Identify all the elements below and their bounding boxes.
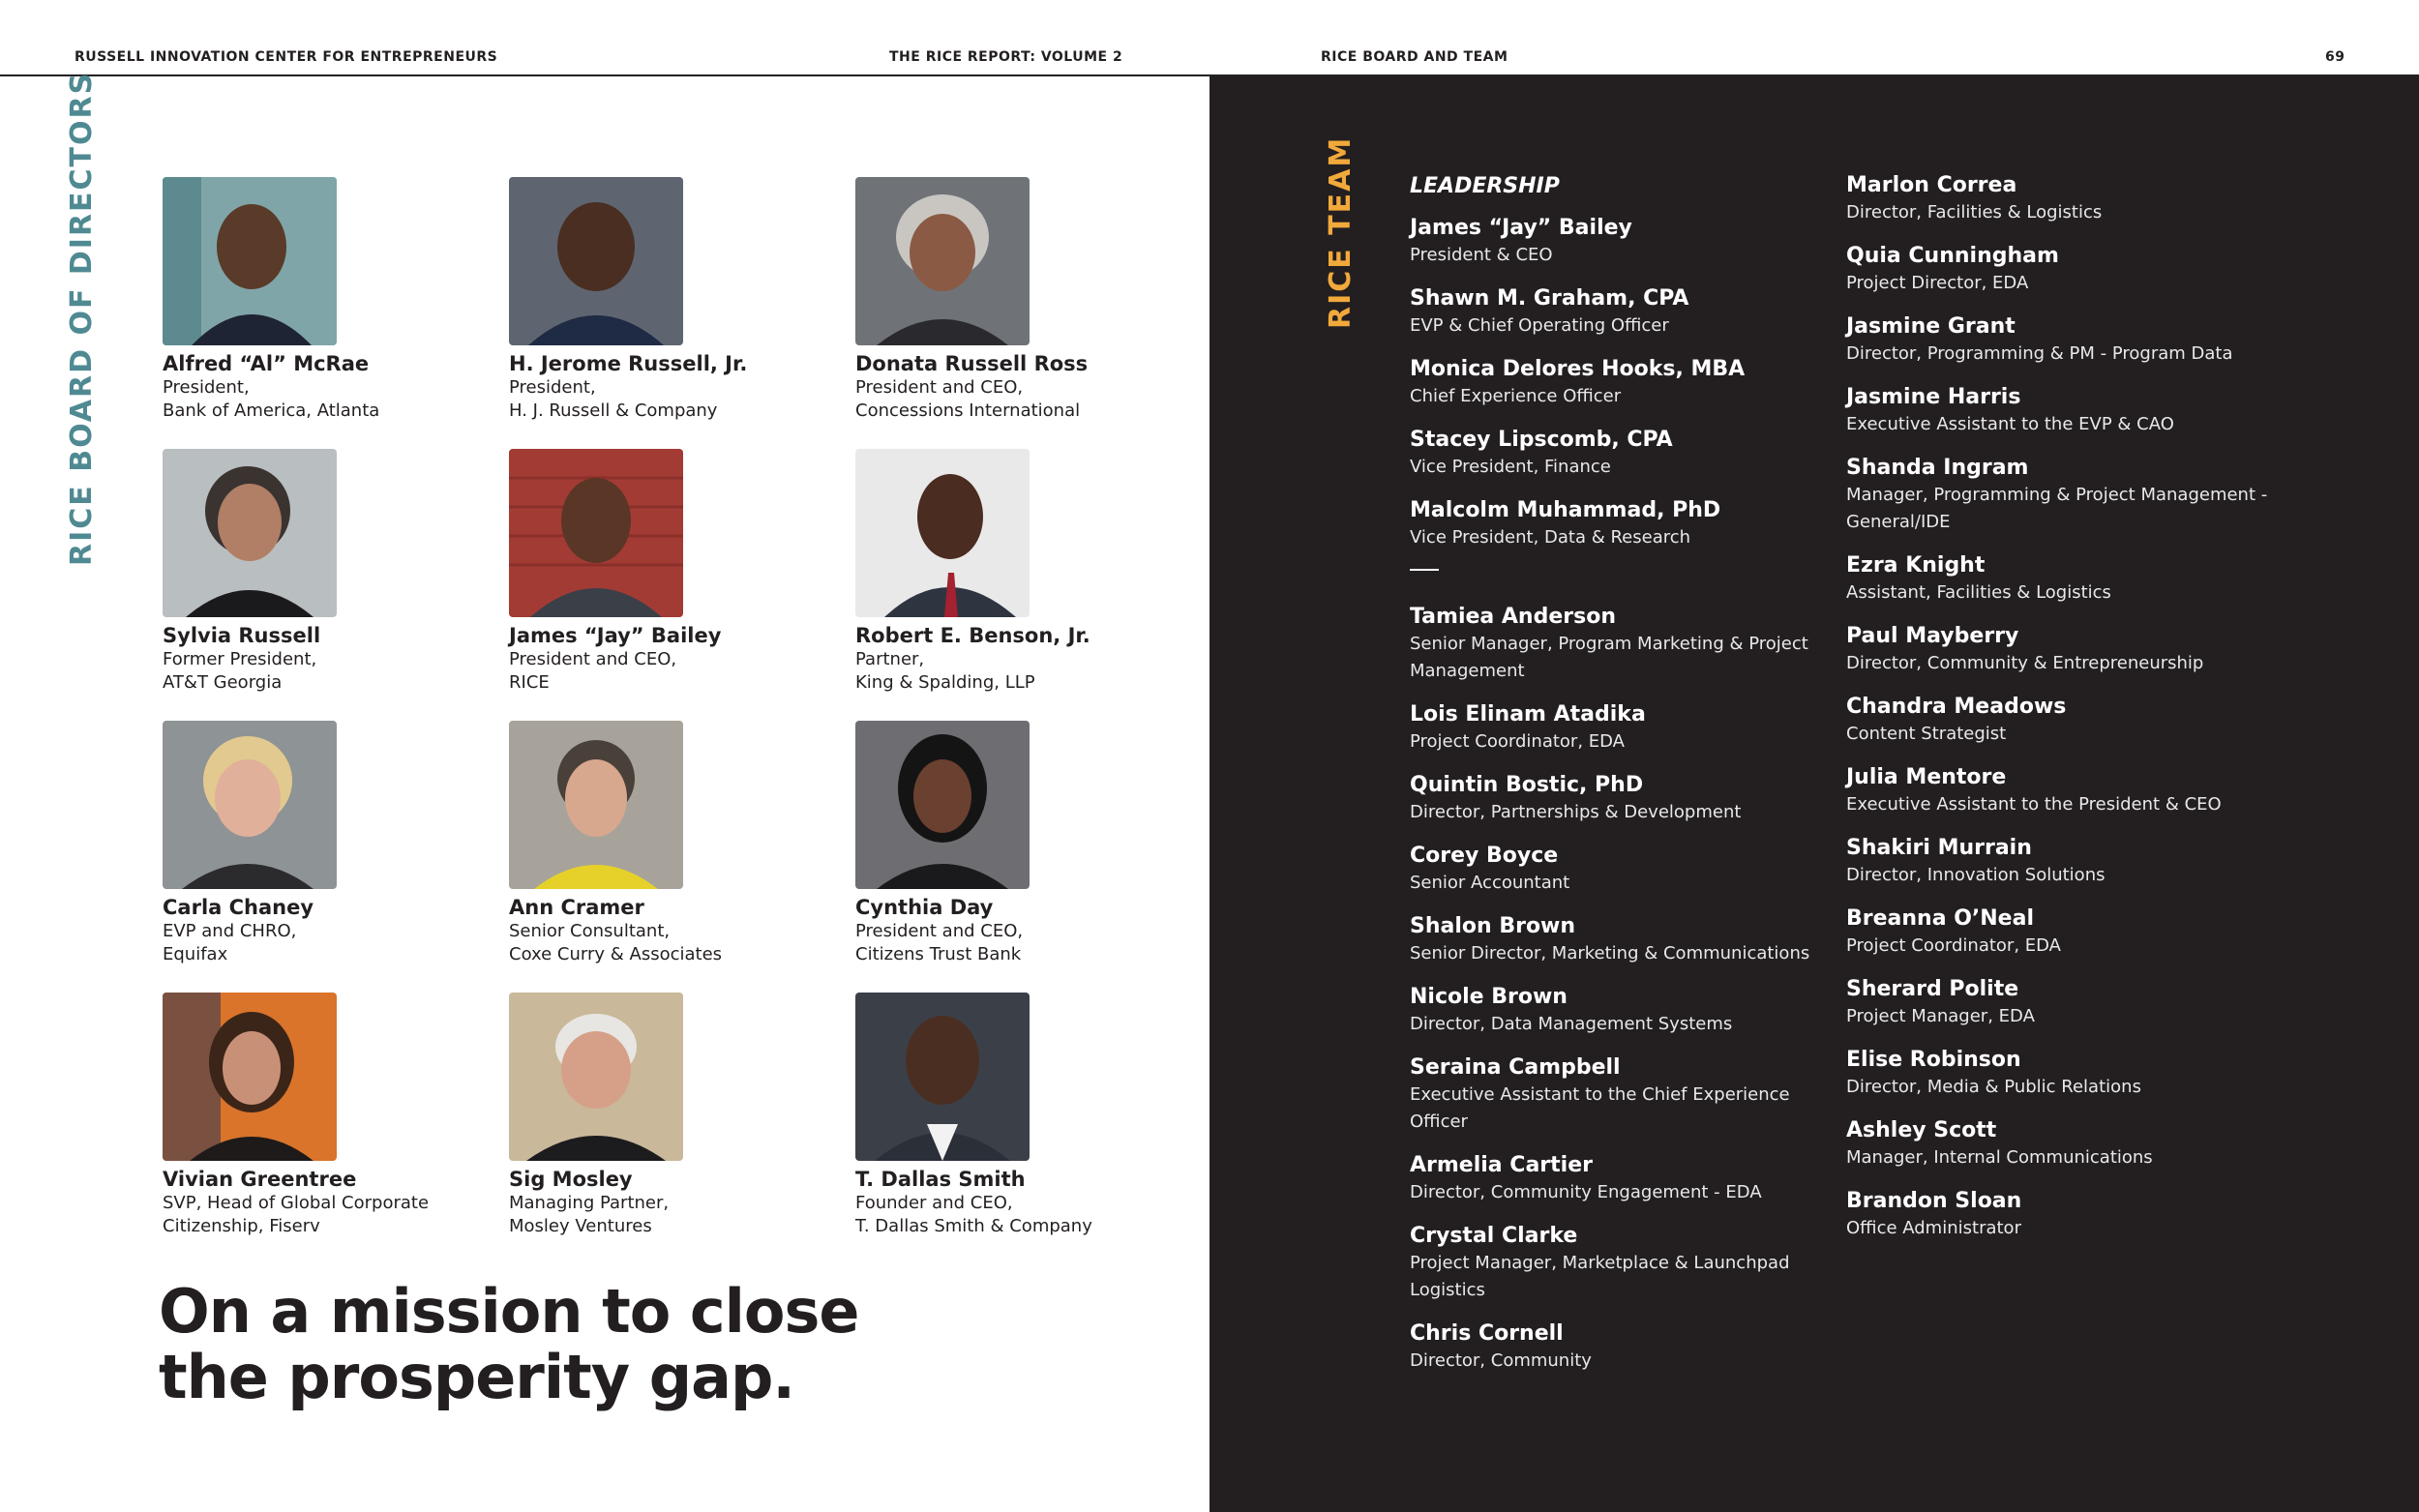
team-member-name: Lois Elinam Atadika (1410, 702, 1646, 726)
portrait-photo (163, 449, 337, 617)
team-member (1410, 285, 1836, 340)
team-member-name: Ezra Knight (1846, 553, 1986, 578)
team-member-name: Quintin Bostic, PhD (1410, 773, 1644, 797)
team-member-role: Senior Manager, Program Marketing & Project Management (1410, 634, 1808, 681)
board-member-org: Bank of America, Atlanta (163, 400, 380, 421)
team-member (1410, 1054, 1836, 1136)
portrait-photo (509, 177, 683, 345)
board-member (163, 177, 482, 423)
team-member-role: Director, Media & Public Relations (1846, 1077, 2141, 1097)
board-member-org: King & Spalding, LLP (855, 672, 1035, 693)
portrait-photo (855, 993, 1030, 1161)
team-member (1846, 905, 2272, 960)
portrait-photo (855, 177, 1030, 345)
board-member-title: President, (509, 377, 596, 398)
team-member (1846, 172, 2272, 226)
team-member-role: Assistant, Facilities & Logistics (1846, 582, 2111, 603)
team-member-role: Chief Experience Officer (1410, 386, 1622, 406)
board-member-title: Former President, (163, 649, 317, 669)
team-member (1846, 243, 2272, 297)
team-member-role: President & CEO (1410, 245, 1553, 265)
board-member-title: Partner, (855, 649, 925, 669)
portrait-photo (855, 721, 1030, 889)
board-member-title: President and CEO, (855, 921, 1024, 941)
team-member-name: Malcolm Muhammad, PhD (1410, 498, 1721, 522)
team-member-role: Office Administrator (1846, 1218, 2021, 1238)
team-member-role: Content Strategist (1846, 724, 2007, 744)
team-member-role: Project Manager, EDA (1846, 1006, 2035, 1026)
team-member-role: Project Coordinator, EDA (1410, 731, 1625, 752)
board-member (855, 449, 1175, 695)
team-member-role: Director, Community (1410, 1350, 1592, 1371)
team-member-role: Director, Facilities & Logistics (1846, 202, 2103, 222)
page-header (0, 0, 2419, 76)
leadership-list (1410, 215, 1836, 551)
team-member (1410, 843, 1836, 897)
team-column-2 (1846, 172, 2272, 1259)
board-member-org: RICE (509, 672, 550, 693)
team-member (1410, 1152, 1836, 1206)
board-member-name: James “Jay” Bailey (509, 624, 722, 647)
board-member (509, 993, 828, 1238)
team-member-role: Senior Accountant (1410, 873, 1570, 893)
board-member (855, 993, 1175, 1238)
mission-tagline: On a mission to close the prosperity gap. (159, 1276, 859, 1412)
board-member (163, 993, 482, 1238)
team-member-name: Tamiea Anderson (1410, 605, 1616, 629)
leadership-label: LEADERSHIP (1410, 174, 1560, 198)
team-member (1846, 1047, 2272, 1101)
board-member-org: Citizenship, Fiserv (163, 1216, 320, 1236)
team-member-name: Crystal Clarke (1410, 1224, 1578, 1248)
board-member-title: President and CEO, (855, 377, 1024, 398)
portrait-photo (509, 993, 683, 1161)
board-member-title: Managing Partner, (509, 1193, 670, 1213)
board-member-org: Concessions International (855, 400, 1081, 421)
board-member-name: Ann Cramer (509, 896, 644, 919)
board-member (509, 177, 828, 423)
board-member (509, 449, 828, 695)
team-member-name: Paul Mayberry (1846, 624, 2019, 648)
team-member (1846, 1117, 2272, 1171)
team-member-name: Ashley Scott (1846, 1118, 1997, 1142)
board-member-name: Cynthia Day (855, 896, 994, 919)
team-member-name: Julia Mentore (1846, 765, 2007, 789)
page-number: 69 (2325, 49, 2345, 65)
board-member-org: Equifax (163, 944, 228, 964)
board-member-title: President and CEO, (509, 649, 677, 669)
staff-list-1 (1410, 604, 1836, 1375)
board-member (855, 177, 1175, 423)
board-member (855, 721, 1175, 966)
team-member-role: Director, Data Management Systems (1410, 1014, 1733, 1034)
team-member (1410, 356, 1836, 410)
team-member (1410, 427, 1836, 481)
team-member-name: Jasmine Grant (1846, 314, 2016, 339)
team-member-role: Director, Community Engagement - EDA (1410, 1182, 1762, 1202)
board-member-name: Robert E. Benson, Jr. (855, 624, 1090, 647)
team-member-role: Director, Partnerships & Development (1410, 802, 1742, 822)
team-member-name: Quia Cunningham (1846, 244, 2059, 268)
portrait-photo (163, 721, 337, 889)
board-member (509, 721, 828, 966)
board-member-title: EVP and CHRO, (163, 921, 297, 941)
team-member-role: Manager, Internal Communications (1846, 1147, 2153, 1168)
team-member-role: Senior Director, Marketing & Communications (1410, 943, 1810, 964)
team-member-name: Marlon Correa (1846, 173, 2017, 197)
team-member (1846, 623, 2272, 677)
team-member (1846, 1188, 2272, 1242)
board-member-name: Vivian Greentree (163, 1168, 357, 1191)
board-member-org: Coxe Curry & Associates (509, 944, 723, 964)
team-member (1410, 701, 1836, 756)
team-member-name: Stacey Lipscomb, CPA (1410, 428, 1673, 452)
team-member-role: Executive Assistant to the Chief Experience Officer (1410, 1084, 1790, 1132)
team-member (1846, 976, 2272, 1030)
team-member (1846, 764, 2272, 818)
team-member-role: Vice President, Finance (1410, 457, 1611, 477)
team-member-role: Project Manager, Marketplace & Launchpad Logistics (1410, 1253, 1790, 1300)
board-member (163, 721, 482, 966)
board-member-org: AT&T Georgia (163, 672, 283, 693)
team-member (1410, 913, 1836, 967)
board-member-org: Citizens Trust Bank (855, 944, 1022, 964)
team-member-name: Jasmine Harris (1846, 385, 2021, 409)
team-member-name: Shakiri Murrain (1846, 836, 2032, 860)
team-member-role: Project Coordinator, EDA (1846, 935, 2061, 956)
team-member (1846, 313, 2272, 368)
board-member-org: T. Dallas Smith & Company (855, 1216, 1092, 1236)
team-member-name: Breanna O’Neal (1846, 906, 2034, 931)
section-divider (1410, 569, 1439, 571)
team-member-name: Chandra Meadows (1846, 695, 2067, 719)
team-member (1846, 694, 2272, 748)
team-member-name: Seraina Campbell (1410, 1055, 1621, 1080)
team-member-name: Chris Cornell (1410, 1321, 1564, 1346)
portrait-photo (509, 721, 683, 889)
team-member-name: Armelia Cartier (1410, 1153, 1593, 1177)
team-member (1410, 984, 1836, 1038)
team-member-role: Executive Assistant to the EVP & CAO (1846, 414, 2174, 434)
team-member (1410, 604, 1836, 685)
board-member-name: Sylvia Russell (163, 624, 321, 647)
team-member (1410, 1320, 1836, 1375)
board-member-title: President, (163, 377, 250, 398)
team-member (1846, 835, 2272, 889)
team-member-role: EVP & Chief Operating Officer (1410, 315, 1669, 336)
board-member-name: Alfred “Al” McRae (163, 352, 370, 375)
board-member-title: SVP, Head of Global Corporate (163, 1193, 430, 1213)
team-member-name: Shalon Brown (1410, 914, 1576, 938)
team-member-role: Vice President, Data & Research (1410, 527, 1691, 548)
team-member-name: Nicole Brown (1410, 985, 1568, 1009)
team-member-name: Corey Boyce (1410, 844, 1559, 868)
board-member-org: Mosley Ventures (509, 1216, 652, 1236)
team-member-role: Director, Innovation Solutions (1846, 865, 2105, 885)
board-member-name: Carla Chaney (163, 896, 314, 919)
board-member-name: H. Jerome Russell, Jr. (509, 352, 748, 375)
team-section-title: RICE TEAM (1324, 135, 1358, 329)
team-member-role: Director, Community & Entrepreneurship (1846, 653, 2204, 673)
board-section-title: RICE BOARD OF DIRECTORS (65, 71, 99, 566)
team-member (1410, 497, 1836, 551)
team-member (1846, 384, 2272, 438)
portrait-photo (509, 449, 683, 617)
staff-list-2 (1846, 172, 2272, 1242)
board-member (163, 449, 482, 695)
portrait-photo (163, 177, 337, 345)
board-member-title: Senior Consultant, (509, 921, 671, 941)
team-member-name: Elise Robinson (1846, 1048, 2021, 1072)
board-member-title: Founder and CEO, (855, 1193, 1013, 1213)
team-member-name: James “Jay” Bailey (1410, 216, 1632, 240)
team-member-name: Sherard Polite (1846, 977, 2019, 1001)
board-member-name: Donata Russell Ross (855, 352, 1089, 375)
board-member-org: H. J. Russell & Company (509, 400, 718, 421)
team-member (1410, 215, 1836, 269)
team-column-1 (1410, 172, 1836, 1391)
team-member-role: Director, Programming & PM - Program Data (1846, 343, 2233, 364)
team-member (1846, 455, 2272, 536)
team-member-name: Shawn M. Graham, CPA (1410, 286, 1689, 311)
board-member-name: Sig Mosley (509, 1168, 633, 1191)
team-member-role: Project Director, EDA (1846, 273, 2029, 293)
portrait-photo (163, 993, 337, 1161)
team-member-name: Monica Delores Hooks, MBA (1410, 357, 1746, 381)
header-report-title: THE RICE REPORT: VOLUME 2 (889, 49, 1123, 65)
team-member (1846, 552, 2272, 607)
team-member (1410, 772, 1836, 826)
team-member-name: Shanda Ingram (1846, 456, 2029, 480)
team-member-role: Executive Assistant to the President & CEO (1846, 794, 2222, 815)
header-section-title: RICE BOARD AND TEAM (1321, 49, 1508, 65)
team-member-name: Brandon Sloan (1846, 1189, 2022, 1213)
board-member-name: T. Dallas Smith (855, 1168, 1026, 1191)
team-member (1410, 1223, 1836, 1304)
team-member-role: Manager, Programming & Project Management - General/IDE (1846, 485, 2268, 532)
portrait-photo (855, 449, 1030, 617)
header-publisher: RUSSELL INNOVATION CENTER FOR ENTREPRENEURS (75, 49, 498, 65)
